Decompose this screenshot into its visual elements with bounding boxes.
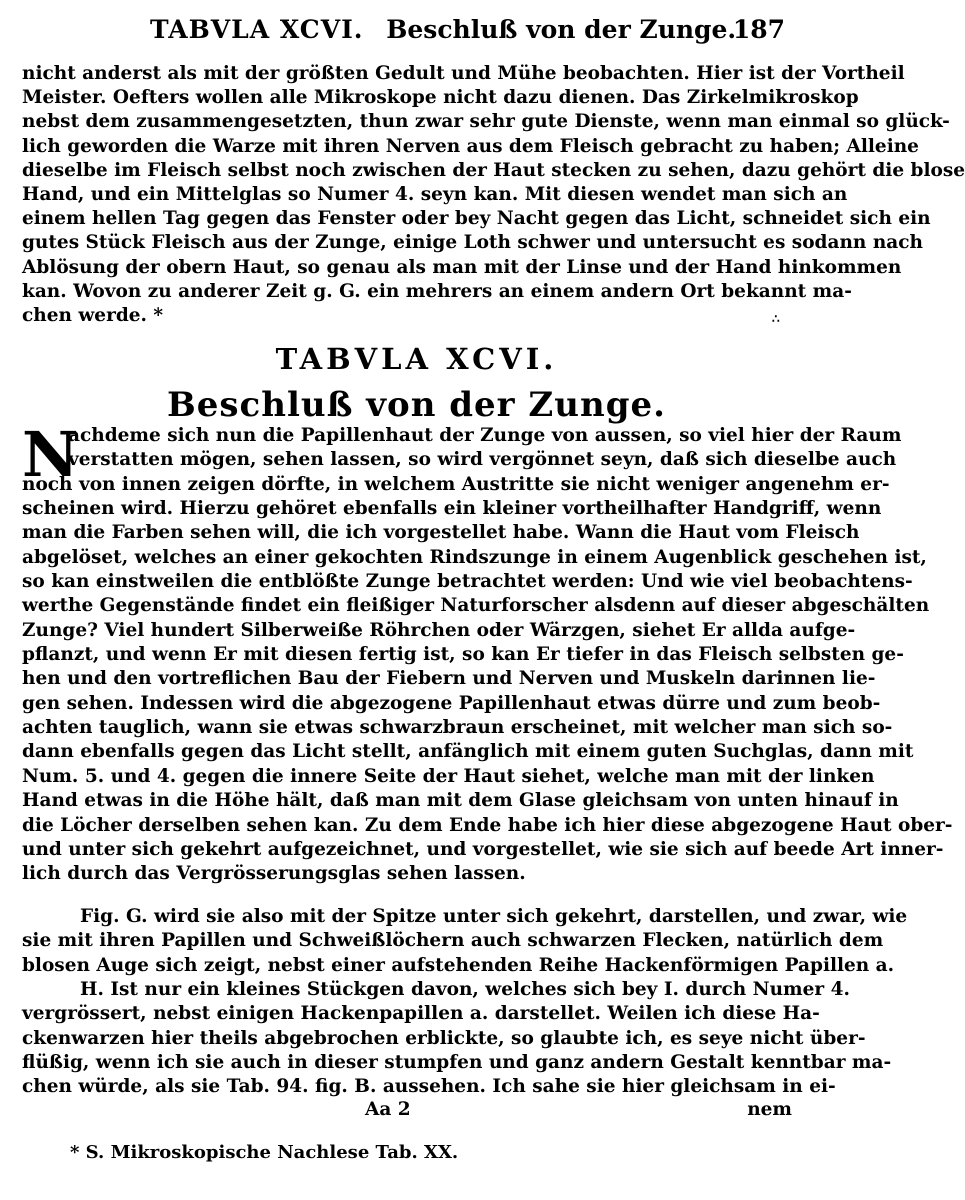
- section-tabula-heading: TABVLA XCVI.: [275, 342, 558, 376]
- text-line: hen und den vortreflichen Bau der Fiebern und Nerven und Muskeln darinnen lie-: [22, 668, 876, 690]
- text-line: Ablösung der obern Haut, so genau als man mit der Linse und der Hand hinkommen: [22, 256, 902, 278]
- text-line: noch von innen zeigen dörfte, in welchem Austritte sie nicht weniger angenehm er-: [22, 473, 890, 495]
- continuation-paragraph: [22, 62, 965, 328]
- running-head: [150, 14, 785, 46]
- section-title: Beschluß von der Zunge.: [167, 385, 666, 425]
- text-line: verstatten mögen, sehen lassen, so wird vergönnet seyn, daß sich dieselbe auch: [68, 449, 897, 471]
- text-line: chen würde, als sie Tab. 94. fig. B. aussehen. Ich sahe sie hier gleichsam in ei-: [22, 1076, 836, 1098]
- text-line: Fig. G. wird sie also mit der Spitze unter sich gekehrt, darstellen, und zwar, wie: [80, 906, 908, 927]
- text-line: nebst dem zusammengesetzten, thun zwar sehr gute Dienste, wenn man einmal so glück-: [22, 111, 950, 133]
- text-line: Zunge? Viel hundert Silberweiße Röhrchen oder Wärzgen, siehet Er allda aufge-: [22, 619, 856, 641]
- text-line: Hand, und ein Mittelglas so Numer 4. seyn kan. Mit diesen wendet man sich an: [22, 183, 848, 205]
- page-number: 187: [732, 15, 785, 44]
- text-line: gutes Stück Fleisch aus der Zunge, einige Loth schwer und untersucht es sodann nach: [22, 232, 923, 254]
- text-line: die Löcher derselben sehen kan. Zu dem Ende habe ich hier diese abgezogene Haut ober-: [22, 814, 953, 836]
- text-line: vergrössert, nebst einigen Hackenpapillen a. darstellet. Weilen ich diese Ha-: [22, 1003, 820, 1025]
- text-line: Hand etwas in die Höhe hält, daß man mit dem Glase gleichsam von unten hinauf in: [22, 790, 899, 812]
- paragraph-3: [22, 978, 892, 1099]
- paragraph-2: [22, 905, 908, 978]
- paragraph-1: [22, 418, 953, 887]
- text-line: pflanzt, und wenn Er mit diesen fertig ist, so kan Er tiefer in das Fleisch selbsten ge-: [22, 644, 904, 666]
- text-line: ckenwarzen hier theils abgebrochen erblickte, so glaubte ich, es seye nicht über-: [22, 1027, 866, 1049]
- text-line: werthe Gegenstände findet ein fleißiger Naturforscher alsdenn auf dieser abgeschälten: [22, 595, 930, 617]
- text-line: abgelöset, welches an einer gekochten Rindszunge in einem Augenblick geschehen ist,: [22, 546, 927, 568]
- margin-mark: ∴: [772, 312, 780, 326]
- text-line: Meister. Oefters wollen alle Mikroskope nicht dazu dienen. Das Zirkelmikroskop: [22, 87, 859, 109]
- text-line: dann ebenfalls gegen das Licht stellt, anfänglich mit einem guten Suchglas, dann mit: [22, 741, 914, 763]
- text-line: H. Ist nur ein kleines Stückgen davon, welches sich bey I. durch Numer 4.: [80, 979, 850, 1000]
- running-head-subtitle: Beschluß von der Zunge.: [386, 15, 737, 44]
- text-line: blosen Auge sich zeigt, nebst einer aufstehenden Reihe Hackenförmigen Papillen a.: [22, 954, 895, 976]
- text-line: einem hellen Tag gegen das Fenster oder bey Nacht gegen das Licht, schneidet sich ein: [22, 208, 931, 230]
- text-line: kan. Wovon zu anderer Zeit g. G. ein mehrers an einem andern Ort bekannt ma-: [22, 280, 852, 302]
- text-line: scheinen wird. Hierzu gehöret ebenfalls ein kleiner vortheilhafter Handgriff, wenn: [22, 498, 882, 520]
- text-line: Num. 5. und 4. gegen die innere Seite der Haut siehet, welche man mit der linken: [22, 765, 875, 787]
- text-line: gen sehen. Indessen wird die abgezogene Papillenhaut etwas dürre und zum beob-: [22, 692, 881, 714]
- text-line: nicht anderst als mit der größten Gedult und Mühe beobachten. Hier ist der Vortheil: [22, 63, 905, 84]
- text-line: lich durch das Vergrösserungsglas sehen lassen.: [22, 863, 526, 885]
- text-line: dieselbe im Fleisch selbst noch zwischen der Haut stecken zu sehen, dazu gehört die blose: [22, 159, 965, 181]
- footnote: * S. Mikroskopische Nachlese Tab. XX.: [70, 1142, 459, 1163]
- catchword: nem: [747, 1099, 792, 1120]
- text-line: achten tauglich, wann sie etwas schwarzbraun erscheinet, mit welcher man sich so-: [22, 717, 893, 739]
- text-line: so kan einstweilen die entblößte Zunge betrachtet werden: Und wie viel beobachtens-: [22, 571, 913, 593]
- signature-mark: Aa 2: [365, 1099, 411, 1120]
- text-line: lich geworden die Warze mit ihren Nerven aus dem Fleisch gebracht zu haben; Alleine: [22, 135, 919, 157]
- text-line: chen werde. *: [22, 304, 164, 326]
- drop-cap: N: [22, 418, 79, 491]
- text-line: sie mit ihren Papillen und Schweißlöchern auch schwarzen Flecken, natürlich dem: [22, 930, 884, 952]
- text-line: achdeme sich nun die Papillenhaut der Zunge von aussen, so viel hier der Raum: [68, 425, 902, 446]
- text-line: flüßig, wenn ich sie auch in dieser stumpfen und ganz andern Gestalt kenntbar ma-: [22, 1051, 892, 1073]
- catchline: [22, 1097, 792, 1123]
- running-head-title: TABVLA XCVI.: [150, 15, 364, 44]
- text-line: und unter sich gekehrt aufgezeichnet, und vorgestellet, wie sie sich auf beede Art inner-: [22, 838, 944, 860]
- text-line: man die Farben sehen will, die ich vorgestellet habe. Wann die Haut vom Fleisch: [22, 522, 860, 544]
